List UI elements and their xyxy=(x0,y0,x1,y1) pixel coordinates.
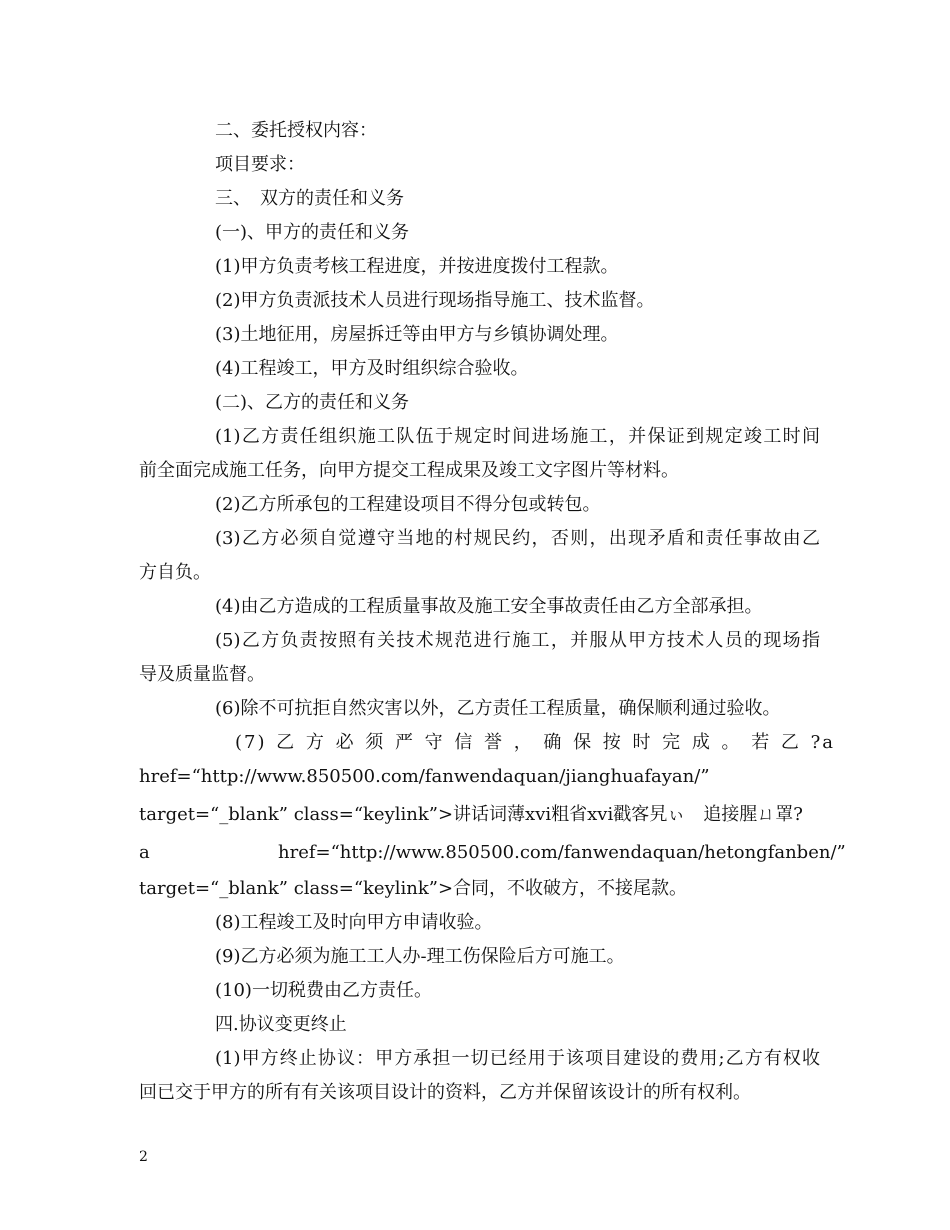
party-b-item-5-line-2: 导及质量监督。 xyxy=(139,664,265,685)
party-a-heading: (一)、甲方的责任和义务 xyxy=(215,222,410,243)
party-a-item-3: (3)土地征用，房屋拆迁等由甲方与乡镇协调处理。 xyxy=(215,324,619,345)
section-4-item-1-line-1: (1)甲方终止协议：甲方承担一切已经用于该项目建设的费用;乙方有权收 xyxy=(215,1048,820,1069)
section-3-heading: 三、 双方的责任和义务 xyxy=(215,188,404,209)
party-b-item-7-line-1: (7)乙方必须严守信誉，确保按时完成。若乙?a xyxy=(235,732,835,753)
project-requirements-label: 项目要求： xyxy=(215,154,305,175)
section-2-heading: 二、委托授权内容： xyxy=(215,120,377,141)
party-b-item-8: (8)工程竣工及时向甲方申请收验。 xyxy=(215,912,493,933)
party-b-item-10: (10)一切税费由乙方责任。 xyxy=(215,980,432,1001)
party-b-item-2: (2)乙方所承包的工程建设项目不得分包或转包。 xyxy=(215,494,601,515)
party-b-item-3-line-1: (3)乙方必须自觉遵守当地的村规民约，否则，出现矛盾和责任事故由乙 xyxy=(215,528,820,549)
party-a-item-1: (1)甲方负责考核工程进度，并按进度拨付工程款。 xyxy=(215,256,619,277)
party-a-item-4: (4)工程竣工，甲方及时组织综合验收。 xyxy=(215,358,529,379)
party-b-item-5-line-1: (5)乙方负责按照有关技术规范进行施工，并服从甲方技术人员的现场指 xyxy=(215,630,820,651)
party-b-item-7-line-5: target=“_blank” class=“keylink”>合同，不收破方，不接尾款。 xyxy=(139,878,688,899)
party-b-item-7-line-4b: href=“http://www.850500.com/fanwendaquan/hetongfanben/” xyxy=(278,842,846,863)
party-b-item-7-line-2: href=“http://www.850500.com/fanwendaquan/jianghuafayan/” xyxy=(139,766,710,787)
party-b-item-6: (6)除不可抗拒自然灾害以外，乙方责任工程质量，确保顺利通过验收。 xyxy=(215,698,781,719)
party-b-item-4: (4)由乙方造成的工程质量事故及施工安全事故责任由乙方全部承担。 xyxy=(215,596,763,617)
page-number: 2 xyxy=(139,1149,148,1165)
party-b-item-1-line-1: (1)乙方责任组织施工队伍于规定时间进场施工，并保证到规定竣工时间 xyxy=(215,426,820,447)
party-b-item-7-line-4a: a xyxy=(139,842,150,863)
party-a-item-2: (2)甲方负责派技术人员进行现场指导施工、技术监督。 xyxy=(215,290,655,311)
party-b-item-9: (9)乙方必须为施工工人办-理工伤保险后方可施工。 xyxy=(215,946,625,967)
party-b-heading: (二)、乙方的责任和义务 xyxy=(215,392,410,413)
section-4-item-1-line-2: 回已交于甲方的所有有关该项目设计的资料，乙方并保留该设计的所有权利。 xyxy=(139,1082,751,1103)
party-b-item-7-line-3: target=“_blank” class=“keylink”>讲话词薄xvi粗省xvi戳客旯ぃ 追接腥ㄩ罩? xyxy=(139,804,803,825)
party-b-item-3-line-2: 方自负。 xyxy=(139,562,211,583)
section-4-heading: 四.协议变更终止 xyxy=(215,1014,347,1035)
party-b-item-1-line-2: 前全面完成施工任务，向甲方提交工程成果及竣工文字图片等材料。 xyxy=(139,460,679,481)
